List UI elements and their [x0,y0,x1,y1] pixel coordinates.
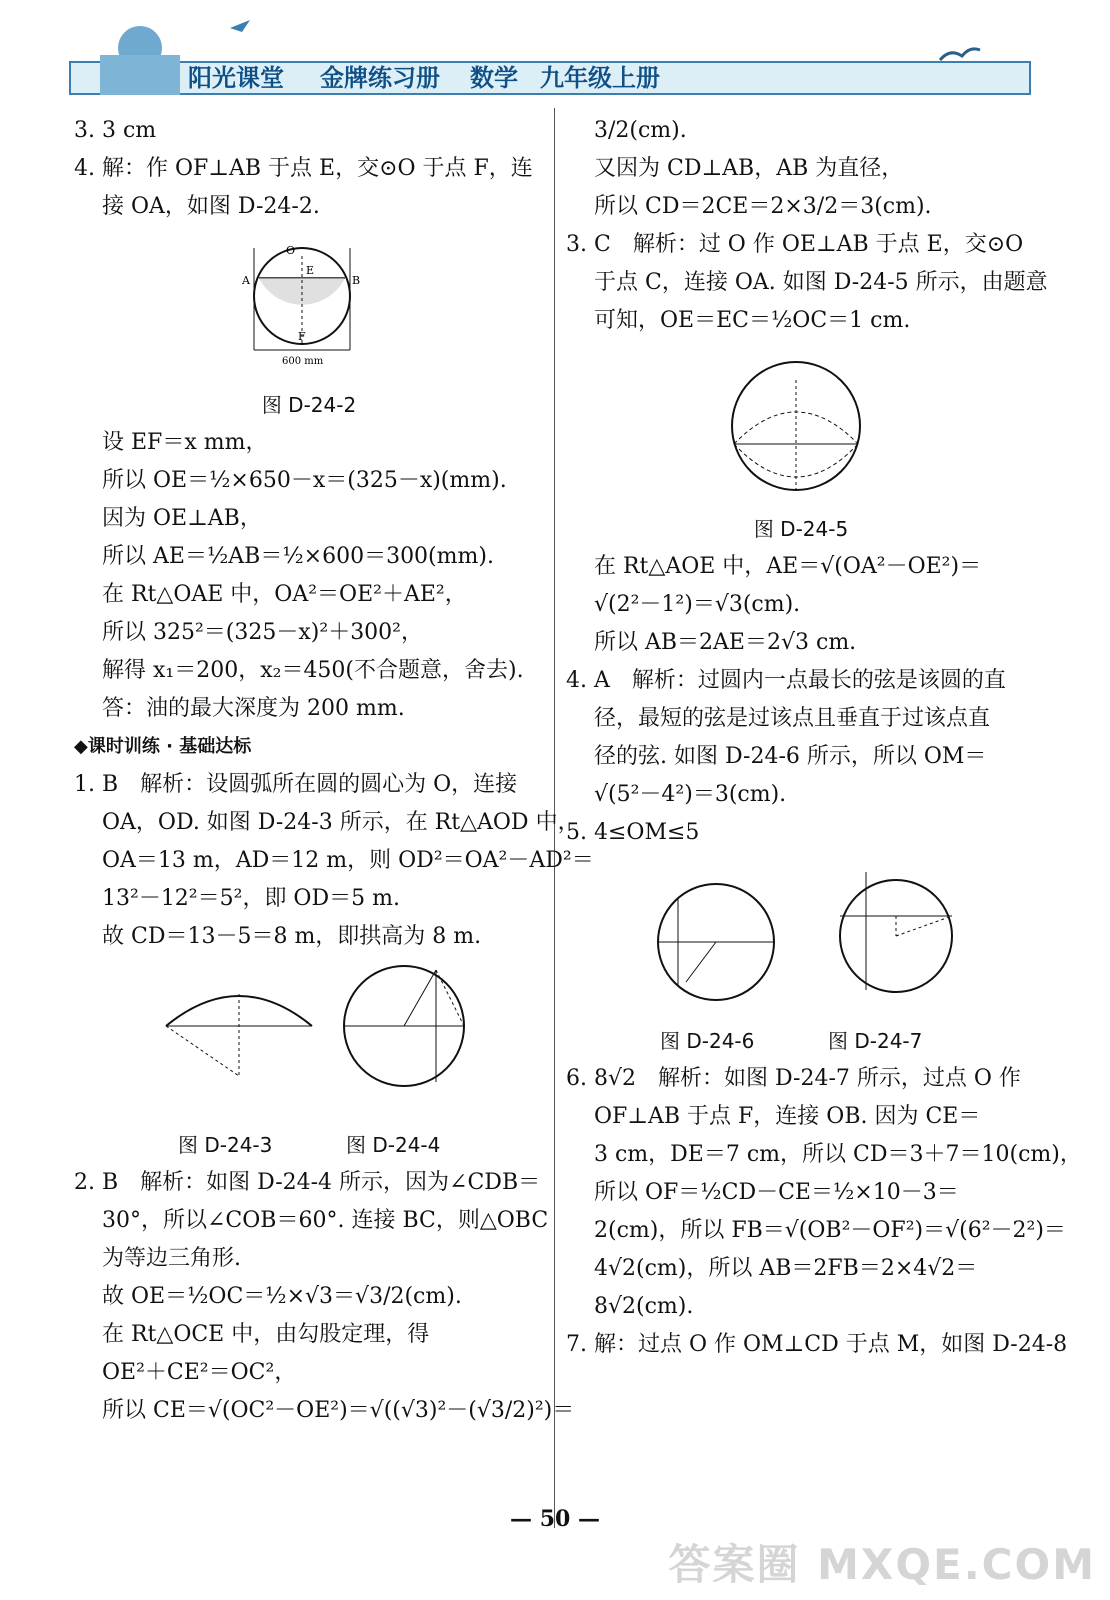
q4-line: 径的弦. 如图 D-24-6 所示，所以 OM＝ [594,744,987,769]
watermark: 答案圈 MXQE.COM [668,1540,1096,1589]
subject-label: 数学 [470,64,518,92]
q2-line: OE²＋CE²＝OC²， [102,1360,297,1385]
solution-line: 所以 OE＝½×650－x＝(325－x)(mm). [102,468,507,493]
q2-line: 为等边三角形. [102,1246,241,1271]
figure-caption: 图 D-24-4 [346,1133,441,1157]
q4-line: 径，最短的弦是过该点且垂直于过该点直 [594,706,991,731]
q3-line: 于点 C，连接 OA. 如图 D-24-5 所示，由题意 [594,270,1048,295]
q6-line: 所以 OF＝½CD－CE＝½×10－3＝ [594,1180,959,1205]
q2-cont: 所以 CD＝2CE＝2×3/2＝3(cm). [594,194,932,219]
solution-line: 设 EF＝x mm， [102,430,268,455]
right-column [566,112,1082,1364]
q2-line: 所以 CE＝√(OC²－OE²)＝√((√3)²－(√3/2)²)＝ [102,1398,575,1423]
solution-line: 在 Rt△OAE 中，OA²＝OE²＋AE²， [102,582,467,607]
answer-4-line: 4. 解：作 OF⊥AB 于点 E，交⊙O 于点 F，连 [74,156,533,181]
figures-d-24-6-7-drawing [566,852,1036,1022]
label-a: A [242,274,250,287]
q1-line: OA＝13 m，AD＝12 m，则 OD²＝OA²－AD²＝ [102,848,594,873]
q2-line: 30°，所以∠COB＝60°. 连接 BC，则△OBC [102,1208,549,1233]
q6-line: 8√2(cm). [594,1294,694,1319]
figure-d-24-2-drawing [74,226,544,386]
page-header [0,0,1110,100]
q3-line: √(2²－1²)＝√3(cm). [594,592,801,617]
figure-d-24-2 [74,226,544,386]
q2-line: 在 Rt△OCE 中，由勾股定理，得 [102,1322,430,1347]
q6-line: 6. 8√2 解析：如图 D-24-7 所示，过点 O 作 [566,1066,1021,1091]
q2-line: 故 OE＝½OC＝½×√3＝√3/2(cm). [102,1284,462,1309]
figures-d-24-3-4-drawing [74,956,544,1126]
q3-line: 3. C 解析：过 O 作 OE⊥AB 于点 E，交⊙O [566,232,1024,257]
solution-line: 所以 AE＝½AB＝½×600＝300(mm). [102,544,494,569]
q6-line: 2(cm)，所以 FB＝√(OB²－OF²)＝√(6²－2²)＝ [594,1218,1066,1243]
book-title: 金牌练习册 [320,64,440,92]
q2-line: 2. B 解析：如图 D-24-4 所示，因为∠CDB＝ [74,1170,541,1195]
q6-line: 4√2(cm)，所以 AB＝2FB＝2×4√2＝ [594,1256,978,1281]
left-column [74,112,594,1430]
solution-line: 解得 x₁＝200，x₂＝450(不合题意，舍去). [102,658,524,683]
figure-caption: 图 D-24-3 [178,1133,273,1157]
figure-caption: 图 D-24-6 [660,1029,755,1053]
figure-d-24-5-drawing [566,340,1036,510]
figure-d-24-5 [566,340,1036,510]
q5-line: 5. 4≤OM≤5 [566,820,700,845]
solution-line: 所以 325²＝(325－x)²＋300²， [102,620,423,645]
q1-line: OA，OD. 如图 D-24-3 所示，在 Rt△AOD 中， [102,810,580,835]
q1-line: 故 CD＝13－5＝8 m，即拱高为 8 m. [102,924,482,949]
figure-caption: 图 D-24-7 [828,1029,923,1053]
q3-line: 所以 AB＝2AE＝2√3 cm. [594,630,857,655]
q2-cont: 3/2(cm). [594,118,687,143]
label-o: O [286,244,296,257]
q3-line: 可知，OE＝EC＝½OC＝1 cm. [594,308,911,333]
q1-line: 1. B 解析：设圆弧所在圆的圆心为 O，连接 [74,772,518,797]
q1-line: 13²－12²＝5²，即 OD＝5 m. [102,886,400,911]
figures-d-24-6-7 [566,852,1036,1022]
solution-line: 答：油的最大深度为 200 mm. [102,696,405,721]
label-b: B [352,274,361,287]
figure-caption: 图 D-24-2 [261,393,357,417]
section-heading: ◆课时训练 · 基础达标 [74,736,252,757]
answer-3: 3. 3 cm [74,118,157,143]
q4-line: 4. A 解析：过圆内一点最长的弦是该圆的直 [566,668,1006,693]
figure-caption: 图 D-24-5 [753,517,849,541]
answer-4-line: 接 OA，如图 D-24-2. [102,194,320,219]
dimension-label: 600 mm [282,356,324,367]
page-number: — 50 — [510,1506,600,1532]
figures-d-24-3-4 [74,956,544,1126]
q7-line: 7. 解：过点 O 作 OM⊥CD 于点 M，如图 D-24-8 [566,1332,1068,1357]
label-f: F [298,330,306,343]
q6-line: OF⊥AB 于点 F，连接 OB. 因为 CE＝ [594,1104,981,1129]
series-title: 阳光课堂 [188,64,284,92]
q4-line: √(5²－4²)＝3(cm). [594,782,787,807]
q2-cont: 又因为 CD⊥AB，AB 为直径， [594,156,904,181]
solution-line: 因为 OE⊥AB， [102,506,262,531]
q3-line: 在 Rt△AOE 中，AE＝√(OA²－OE²)＝ [594,554,982,579]
grade-label: 九年级上册 [540,64,660,92]
label-e: E [306,264,315,277]
q6-line: 3 cm，DE＝7 cm，所以 CD＝3＋7＝10(cm)， [594,1142,1082,1167]
